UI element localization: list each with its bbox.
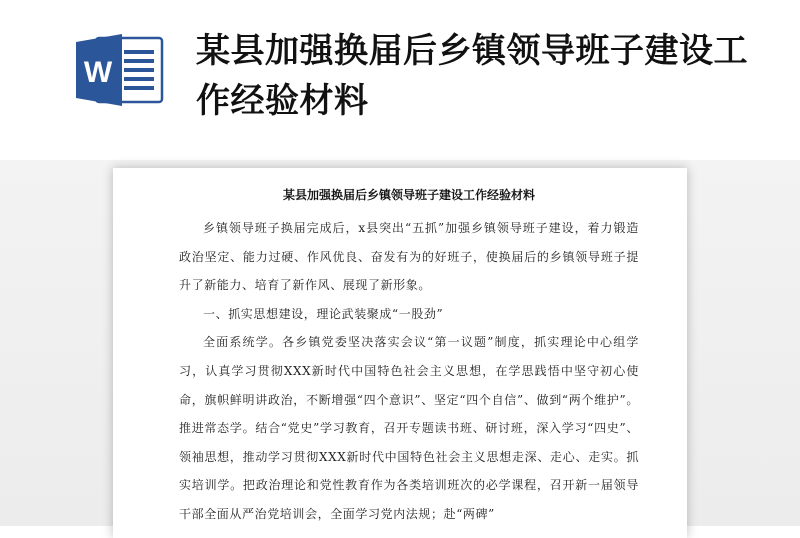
page-title: 某县加强换届后乡镇领导班子建设工作经验材料 [196, 31, 748, 121]
document-page [113, 168, 687, 538]
word-icon-letter: W [83, 56, 113, 89]
document-body [179, 184, 639, 529]
paragraph-intro: 乡镇领导班子换届完成后，x县突出“五抓”加强乡镇领导班子建设，着力锻造政治坚定、能力过硬、作风优良、奋发有为的好班子，使换届后的乡镇领导班子提升了新能力、培育了新作风、展现了新形象。 [179, 221, 639, 293]
word-icon [76, 32, 168, 108]
paragraph-body: 全面系统学。各乡镇党委坚决落实会议“第一议题”制度，抓实理论中心组学习，认真学习贯彻XXX新时代中国特色社会主义思想，在学思践悟中坚守初心使命，旗帜鲜明讲政治，不断增强“四个意识”、坚定“四个自信”、做到“两个维护”。推进常态学。结合“党史”学习教育，召开专题读书班、研讨班，深入学习“四史”、领袖思想，推动学习贯彻XXX新时代中国特色社会主义思想走深、走心、走实。抓实培训学。把政治理论和党性教育作为各类培训班次的必学课程，召开新一届领导干部全面从严治党培训会，全面学习党内法规；赴“两碑” [179, 335, 639, 521]
header-banner [0, 0, 800, 160]
section-heading: 一、抓实思想建设，理论武装聚成“一股劲” [203, 306, 444, 321]
document-title: 某县加强换届后乡镇领导班子建设工作经验材料 [282, 188, 535, 202]
